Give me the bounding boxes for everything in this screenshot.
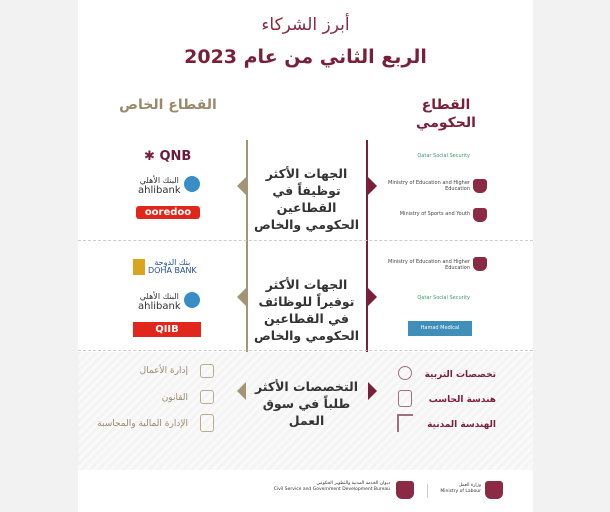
- qatar-emblem-icon: [473, 208, 487, 222]
- ahlibank-logo: البنك الأهلي ahlibank: [138, 292, 181, 312]
- arrow-right-icon: [368, 382, 377, 400]
- section-label-most-hiring: الجهات الأكثر توظيفاً في القطاعين الحكومي والخاص: [253, 166, 360, 232]
- hmc-logo: Hamad Medical Corporation: [408, 321, 472, 336]
- ahlibank-logo: البنك الأهلي ahlibank: [138, 176, 181, 196]
- section-divider: [78, 350, 533, 351]
- qatar-emblem-icon: [396, 481, 414, 499]
- labour-logo-text: وزارة العمل Ministry of Labour: [440, 483, 481, 494]
- page-title: الربع الثاني من عام 2023: [184, 46, 427, 68]
- specialty-computer-engineering: هندسة الحاسب: [428, 395, 496, 405]
- government-sector-heading: القطاع الحكومي: [416, 97, 476, 131]
- social-security-logo: Qatar Social Security: [417, 295, 470, 301]
- bureau-logo-text: ديوان الخدمة المدنية والتطوير الحكومي Civil Service and Government Development Bureau: [273, 481, 390, 492]
- ooredoo-logo: ooredoo: [136, 206, 200, 219]
- specialty-law: القانون: [161, 393, 188, 403]
- doha-bank-logo: بنك الدوحة DOHA BANK: [148, 258, 197, 275]
- footer-divider: [427, 484, 428, 498]
- doha-bank-emblem-icon: [133, 259, 145, 275]
- social-security-logo: Qatar Social Security: [417, 153, 470, 159]
- ahlibank-emblem-icon: [184, 176, 200, 192]
- arrow-right-icon: [368, 288, 377, 306]
- specialty-civil-engineering: الهندسة المدنية: [427, 420, 496, 430]
- specialty-finance-accounting: الإدارة المالية والمحاسبة: [97, 419, 188, 429]
- qatar-emblem-icon: [473, 257, 487, 271]
- arrow-left-icon: [237, 177, 246, 195]
- computer-icon: [398, 390, 412, 407]
- crane-icon: [397, 414, 413, 432]
- qiib-logo: QIIB: [133, 322, 201, 337]
- arrow-left-icon: [237, 382, 246, 400]
- business-icon: [200, 364, 214, 378]
- ahlibank-emblem-icon: [184, 292, 200, 308]
- section-divider: [78, 240, 533, 241]
- qatar-emblem-icon: [473, 179, 487, 193]
- clipboard-icon: [200, 414, 214, 432]
- moe-logo: Ministry of Education and Higher Education: [388, 259, 470, 271]
- section-label-top-specialties: التخصصات الأكثر طلباً في سوق العمل: [254, 379, 359, 428]
- subtitle: أبرز الشركاء: [261, 15, 350, 35]
- moe-logo: Ministry of Education and Higher Education: [388, 180, 470, 192]
- arrow-left-icon: [237, 288, 246, 306]
- gavel-icon: [200, 390, 214, 404]
- infographic-card: [78, 0, 533, 512]
- specialty-business-admin: إدارة الأعمال: [139, 366, 188, 376]
- section-label-most-jobs: الجهات الأكثر توفيراً للوظائف في القطاعين الحكومي والخاص: [253, 277, 360, 343]
- arrow-right-icon: [368, 177, 377, 195]
- qatar-emblem-icon: [485, 481, 503, 499]
- specialty-education: تخصصات التربية: [424, 370, 496, 380]
- sports-ministry-logo: Ministry of Sports and Youth: [399, 211, 470, 217]
- qnb-logo: ✱ QNB: [144, 149, 192, 164]
- head-lightbulb-icon: [398, 366, 412, 380]
- private-sector-heading: القطاع الخاص: [119, 97, 217, 113]
